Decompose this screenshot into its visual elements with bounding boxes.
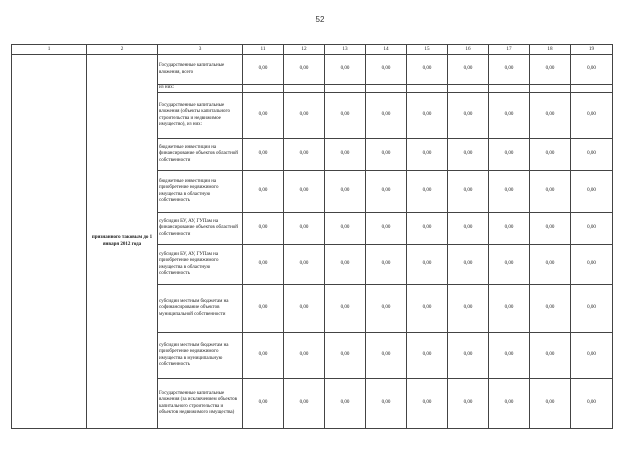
value-cell: 0,00 (243, 171, 284, 213)
value-cell: 0,00 (284, 379, 325, 429)
value-cell: 0,00 (448, 213, 489, 245)
header-cell: 11 (243, 45, 284, 55)
subject-label: признанного таковым до 1 января 2012 года (87, 55, 158, 429)
value-cell: 0,00 (489, 379, 530, 429)
value-cell (530, 85, 571, 93)
budget-table (11, 44, 613, 429)
value-cell: 0,00 (448, 139, 489, 171)
value-cell (571, 85, 613, 93)
value-cell: 0,00 (530, 55, 571, 85)
value-cell: 0,00 (243, 245, 284, 285)
header-cell: 17 (489, 45, 530, 55)
value-cell: 0,00 (407, 285, 448, 333)
value-cell: 0,00 (284, 55, 325, 85)
value-cell: 0,00 (284, 245, 325, 285)
value-cell: 0,00 (366, 171, 407, 213)
value-cell: 0,00 (325, 285, 366, 333)
value-cell: 0,00 (571, 171, 613, 213)
value-cell: 0,00 (243, 285, 284, 333)
header-cell: 12 (284, 45, 325, 55)
row-label: Государственные капитальные вложения (объекты капитального строительства и недвижимое имущество), из них: (158, 93, 243, 139)
value-cell: 0,00 (448, 55, 489, 85)
value-cell (243, 85, 284, 93)
value-cell: 0,00 (571, 245, 613, 285)
value-cell: 0,00 (448, 93, 489, 139)
value-cell: 0,00 (489, 93, 530, 139)
header-cell: 2 (87, 45, 158, 55)
value-cell: 0,00 (284, 213, 325, 245)
row-label: бюджетные инвестиции на финансирование объектов областной собственности (158, 139, 243, 171)
row-label: субсидии БУ, АУ, ГУПам на приобретение недвижимого имущества в областную собственность (158, 245, 243, 285)
value-cell: 0,00 (366, 213, 407, 245)
value-cell (325, 85, 366, 93)
value-cell: 0,00 (448, 245, 489, 285)
value-cell: 0,00 (489, 213, 530, 245)
value-cell (407, 85, 448, 93)
value-cell: 0,00 (325, 93, 366, 139)
value-cell: 0,00 (325, 379, 366, 429)
value-cell: 0,00 (448, 333, 489, 379)
value-cell: 0,00 (243, 55, 284, 85)
value-cell: 0,00 (407, 245, 448, 285)
value-cell (448, 85, 489, 93)
value-cell: 0,00 (407, 93, 448, 139)
value-cell: 0,00 (243, 139, 284, 171)
row-label: субсидии местным бюджетам на софинансирование объектов муниципальной собственности (158, 285, 243, 333)
row-label: субсидии БУ, АУ, ГУПам на финансирование объектов областной собственности (158, 213, 243, 245)
header-cell: 14 (366, 45, 407, 55)
value-cell: 0,00 (530, 285, 571, 333)
value-cell: 0,00 (407, 213, 448, 245)
value-cell: 0,00 (243, 333, 284, 379)
value-cell: 0,00 (530, 213, 571, 245)
value-cell: 0,00 (325, 139, 366, 171)
row-label: субсидии местным бюджетам на приобретение недвижимого имущества в муниципальную собственность (158, 333, 243, 379)
value-cell: 0,00 (571, 333, 613, 379)
value-cell: 0,00 (366, 379, 407, 429)
value-cell (489, 85, 530, 93)
value-cell: 0,00 (530, 139, 571, 171)
value-cell: 0,00 (325, 245, 366, 285)
value-cell: 0,00 (530, 333, 571, 379)
header-cell: 3 (158, 45, 243, 55)
header-cell: 1 (12, 45, 87, 55)
value-cell: 0,00 (407, 171, 448, 213)
value-cell: 0,00 (571, 93, 613, 139)
value-cell: 0,00 (325, 55, 366, 85)
header-cell: 16 (448, 45, 489, 55)
value-cell: 0,00 (366, 245, 407, 285)
value-cell: 0,00 (407, 333, 448, 379)
value-cell: 0,00 (325, 213, 366, 245)
value-cell: 0,00 (571, 55, 613, 85)
value-cell: 0,00 (325, 333, 366, 379)
header-cell: 13 (325, 45, 366, 55)
value-cell: 0,00 (243, 93, 284, 139)
value-cell: 0,00 (489, 171, 530, 213)
value-cell: 0,00 (366, 55, 407, 85)
value-cell: 0,00 (489, 333, 530, 379)
value-cell: 0,00 (489, 245, 530, 285)
value-cell: 0,00 (284, 139, 325, 171)
value-cell: 0,00 (325, 171, 366, 213)
header-row (12, 45, 613, 55)
table-row (12, 55, 613, 85)
row-label: бюджетные инвестиции на приобретение недвижимого имущества в областную собственность (158, 171, 243, 213)
value-cell: 0,00 (489, 55, 530, 85)
value-cell: 0,00 (571, 379, 613, 429)
value-cell: 0,00 (530, 171, 571, 213)
value-cell (284, 85, 325, 93)
header-cell: 19 (571, 45, 613, 55)
value-cell: 0,00 (489, 285, 530, 333)
value-cell: 0,00 (284, 333, 325, 379)
value-cell: 0,00 (407, 139, 448, 171)
value-cell: 0,00 (448, 379, 489, 429)
value-cell: 0,00 (448, 171, 489, 213)
header-cell: 18 (530, 45, 571, 55)
col1-cell (12, 55, 87, 429)
header-cell: 15 (407, 45, 448, 55)
value-cell: 0,00 (366, 333, 407, 379)
value-cell: 0,00 (284, 285, 325, 333)
value-cell: 0,00 (407, 55, 448, 85)
value-cell: 0,00 (530, 93, 571, 139)
value-cell: 0,00 (530, 379, 571, 429)
row-label: Государственные капитальные вложения, всего (158, 55, 243, 85)
value-cell: 0,00 (571, 285, 613, 333)
page-number: 52 (315, 15, 325, 24)
row-label: Государственные капитальные вложения (за исключением объектов капитального строительства и объектов недвижимого имущества) (158, 379, 243, 429)
value-cell: 0,00 (571, 139, 613, 171)
value-cell: 0,00 (366, 139, 407, 171)
row-label: из них: (158, 85, 243, 93)
value-cell: 0,00 (284, 171, 325, 213)
value-cell: 0,00 (530, 245, 571, 285)
value-cell: 0,00 (407, 379, 448, 429)
value-cell: 0,00 (571, 213, 613, 245)
value-cell: 0,00 (448, 285, 489, 333)
value-cell: 0,00 (489, 139, 530, 171)
value-cell (366, 85, 407, 93)
value-cell: 0,00 (243, 213, 284, 245)
value-cell: 0,00 (243, 379, 284, 429)
value-cell: 0,00 (284, 93, 325, 139)
value-cell: 0,00 (366, 285, 407, 333)
value-cell: 0,00 (366, 93, 407, 139)
